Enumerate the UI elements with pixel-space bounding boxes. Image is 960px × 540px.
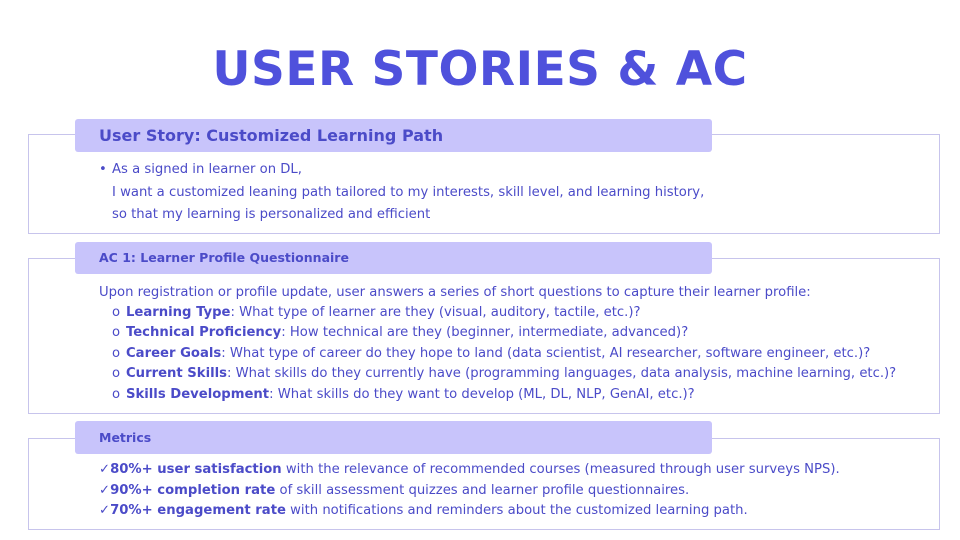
ac1-item-text: : What skills do they want to develop (ML, DL, NLP, GenAI, etc.)? xyxy=(269,387,695,402)
ac1-item-text: : How technical are they (beginner, intermediate, advanced)? xyxy=(281,325,689,340)
metric-label: 90%+ completion rate xyxy=(110,483,276,498)
ac1-item-2 xyxy=(126,324,688,342)
ac1-item-text: : What type of career do they hope to land (data scientist, AI researcher, software engineer, etc.)? xyxy=(221,346,871,361)
ac1-item-label: Skills Development xyxy=(126,387,270,402)
ac1-item-1 xyxy=(126,304,640,322)
ac1-header: AC 1: Learner Profile Questionnaire xyxy=(75,242,712,274)
ac1-marker-4: o xyxy=(112,366,121,381)
ac1-item-text: : What type of learner are they (visual, auditory, tactile, etc.)? xyxy=(230,305,641,320)
metrics-header: Metrics xyxy=(75,421,712,454)
metric-3 xyxy=(99,502,748,520)
story-line-1: As a signed in learner on DL, xyxy=(112,162,302,177)
ac1-marker-2: o xyxy=(112,325,121,340)
story-line-2: I want a customized leaning path tailored to my interests, skill level, and learning history, xyxy=(112,185,705,200)
check-icon: ✓ xyxy=(99,462,111,477)
metric-text: with the relevance of recommended courses (measured through user surveys NPS). xyxy=(281,462,840,477)
ac1-item-label: Technical Proficiency xyxy=(126,325,282,340)
metric-label: 70%+ engagement rate xyxy=(110,503,286,518)
story-bullet: • xyxy=(99,162,107,177)
ac1-item-label: Current Skills xyxy=(126,366,227,381)
page-title: USER STORIES & AC xyxy=(212,42,748,97)
ac1-marker-3: o xyxy=(112,346,121,361)
ac1-marker-1: o xyxy=(112,305,121,320)
ac1-item-5 xyxy=(126,386,695,404)
ac1-marker-5: o xyxy=(112,387,121,402)
metric-2 xyxy=(99,482,689,500)
metric-text: of skill assessment quizzes and learner profile questionnaires. xyxy=(275,483,690,498)
story-line-3: so that my learning is personalized and efficient xyxy=(112,207,431,222)
ac1-item-4 xyxy=(126,365,896,383)
ac1-item-3 xyxy=(126,345,870,363)
user-story-header: User Story: Customized Learning Path xyxy=(75,119,712,152)
metric-label: 80%+ user satisfaction xyxy=(110,462,282,477)
metric-text: with notifications and reminders about the customized learning path. xyxy=(285,503,748,518)
check-icon: ✓ xyxy=(99,503,111,518)
metric-1 xyxy=(99,461,840,479)
ac1-item-text: : What skills do they currently have (programming languages, data analysis, machine learning, etc.)? xyxy=(226,366,897,381)
ac1-item-label: Learning Type xyxy=(126,305,231,320)
ac1-intro: Upon registration or profile update, user answers a series of short questions to capture their learner profile: xyxy=(99,285,811,300)
check-icon: ✓ xyxy=(99,483,111,498)
ac1-item-label: Career Goals xyxy=(126,346,222,361)
